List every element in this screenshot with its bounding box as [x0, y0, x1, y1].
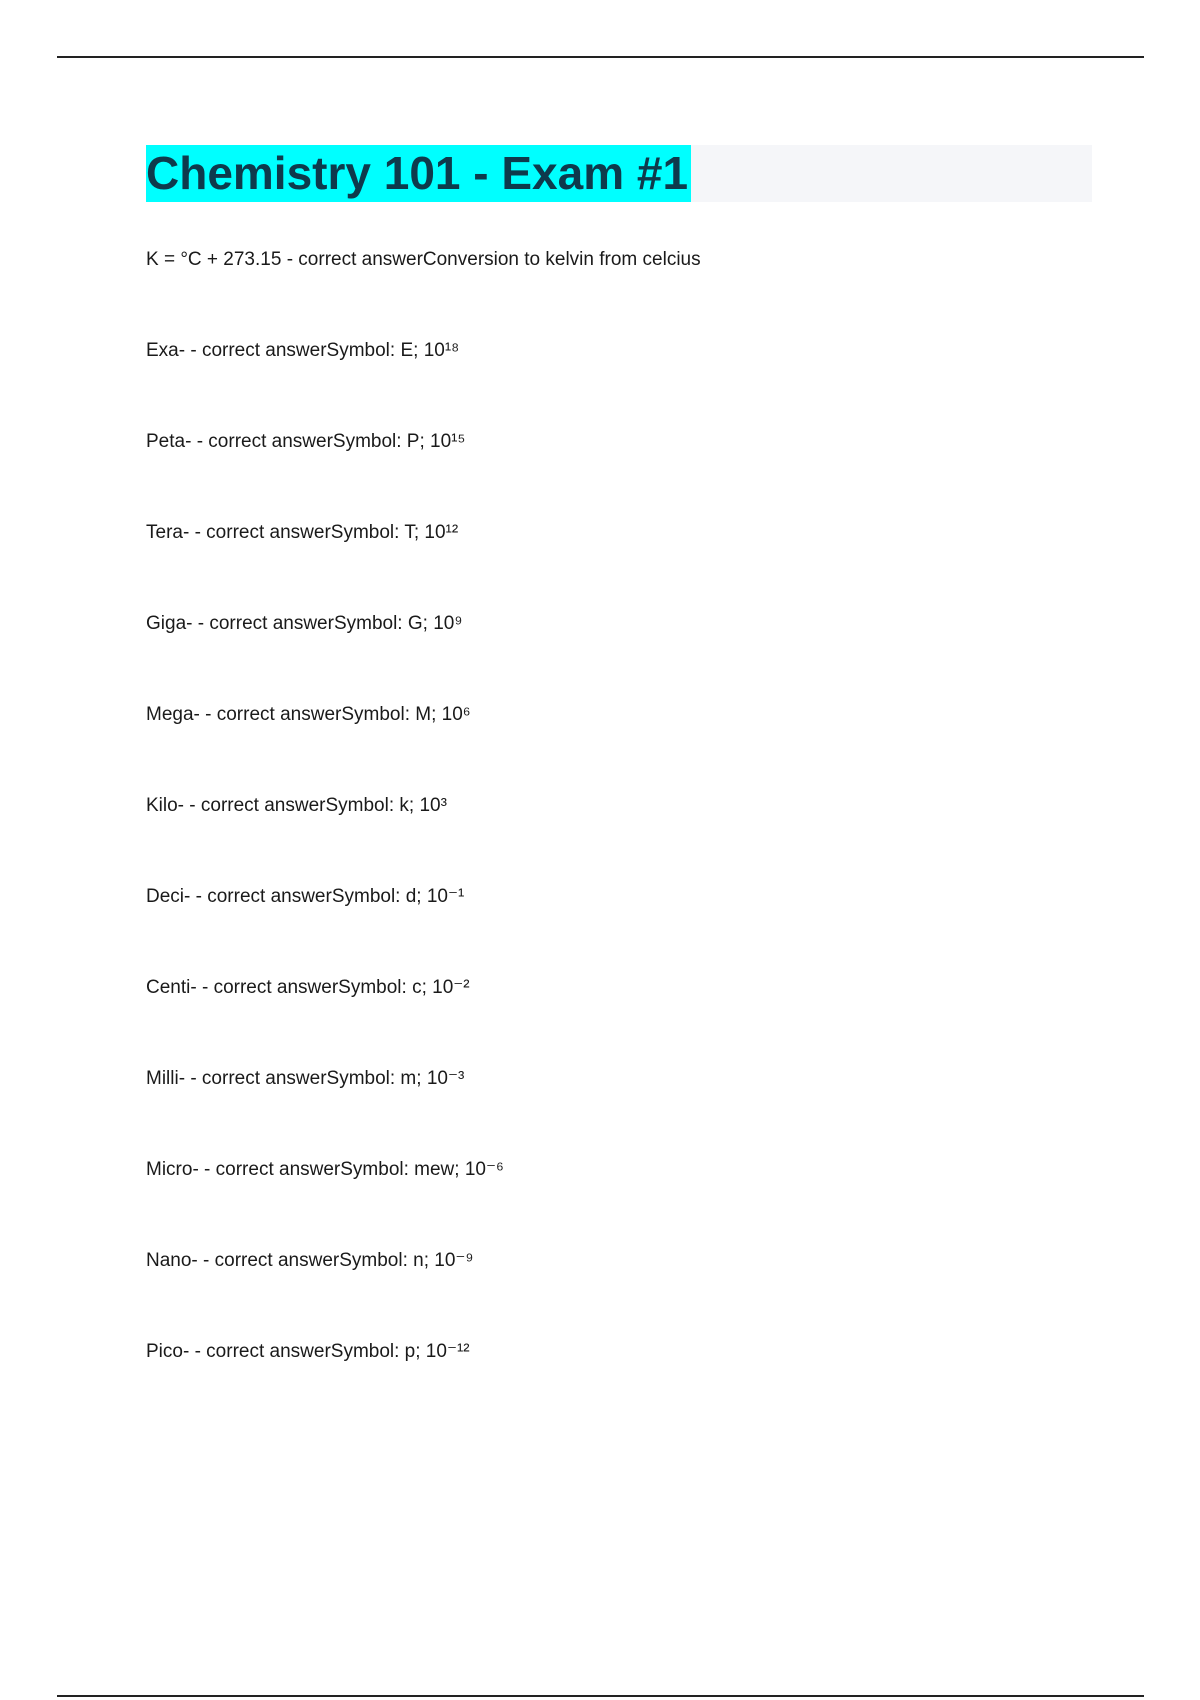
entry-exa: Exa- - correct answerSymbol: E; 10¹⁸: [146, 340, 460, 361]
footer-rule: [57, 1695, 1144, 1697]
entry-centi: Centi- - correct answerSymbol: c; 10⁻²: [146, 977, 470, 998]
entry-deci: Deci- - correct answerSymbol: d; 10⁻¹: [146, 886, 465, 907]
header-rule: [57, 56, 1144, 58]
entry-list: [146, 240, 701, 1423]
document-title: Chemistry 101 - Exam #1: [146, 145, 691, 202]
entry-nano: Nano- - correct answerSymbol: n; 10⁻⁹: [146, 1250, 474, 1271]
entry-pico: Pico- - correct answerSymbol: p; 10⁻¹²: [146, 1341, 470, 1362]
entry-tera: Tera- - correct answerSymbol: T; 10¹²: [146, 522, 459, 543]
entry-kelvin: K = °C + 273.15 - correct answerConversion to kelvin from celcius: [146, 249, 701, 270]
entry-mega: Mega- - correct answerSymbol: M; 10⁶: [146, 704, 471, 725]
entry-peta: Peta- - correct answerSymbol: P; 10¹⁵: [146, 431, 466, 452]
entry-milli: Milli- - correct answerSymbol: m; 10⁻³: [146, 1068, 465, 1089]
entry-kilo: Kilo- - correct answerSymbol: k; 10³: [146, 795, 447, 816]
entry-giga: Giga- - correct answerSymbol: G; 10⁹: [146, 613, 463, 634]
entry-micro: Micro- - correct answerSymbol: mew; 10⁻⁶: [146, 1159, 504, 1180]
